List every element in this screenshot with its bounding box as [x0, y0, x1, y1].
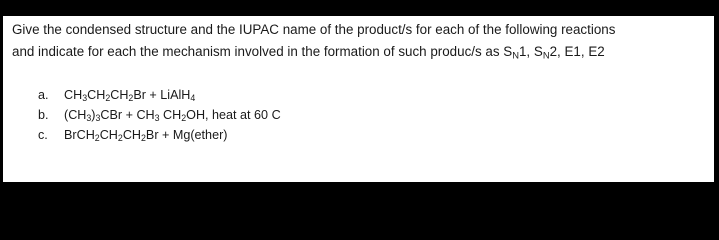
reaction-equation [64, 108, 281, 122]
formula-subscript: 3 [82, 93, 88, 104]
formula-text: OH, heat at 60 C [186, 108, 281, 122]
formula-subscript: 3 [95, 113, 101, 124]
question-line-2-text: and indicate for each the mechanism involved in the formation of such produc/s as [12, 44, 504, 59]
reaction-letter: a. [38, 88, 49, 102]
question-document [3, 16, 714, 182]
reaction-equation [64, 88, 195, 102]
formula-subscript: 2 [105, 93, 111, 104]
formula-subscript: 2 [128, 93, 134, 104]
reaction-list [38, 85, 281, 145]
reaction-item [38, 125, 281, 145]
formula-text: BrCH [64, 128, 95, 142]
reaction-letter: c. [38, 128, 48, 142]
mechanism-e1: E1, [564, 44, 589, 59]
formula-text: CH [122, 128, 142, 142]
reaction-item [38, 105, 281, 125]
question-line-2 [12, 43, 605, 61]
reaction-equation [64, 128, 227, 142]
formula-text: CH [99, 128, 118, 142]
formula-text: CH [87, 88, 106, 102]
formula-text: CBr + CH [100, 108, 155, 122]
mechanism-e2: E2 [588, 44, 605, 59]
formula-subscript: 2 [117, 133, 123, 144]
formula-subscript: 3 [86, 113, 92, 124]
mechanism-sn1: $S_N1$, [503, 44, 534, 61]
formula-subscript: 2 [94, 133, 100, 144]
mechanism-sn2: $S_N2$, [533, 44, 565, 61]
formula-subscript: 2 [141, 133, 146, 144]
formula-text: CH [64, 88, 83, 102]
reaction-letter: b. [38, 108, 49, 122]
formula-text: (CH [64, 108, 87, 122]
question-line-1: Give the condensed structure and the IUPAC name of the product/s for each of the following reactions [12, 22, 616, 37]
formula-text: CH [159, 108, 182, 122]
formula-subscript: 4 [190, 93, 196, 104]
formula-text: ) [91, 108, 96, 122]
formula-subscript: 3 [154, 113, 160, 124]
formula-text: Br + LiAlH [133, 88, 191, 102]
formula-subscript: 2 [181, 113, 187, 124]
reaction-item [38, 85, 281, 105]
formula-text: Br + Mg(ether) [145, 128, 228, 142]
formula-text: CH [110, 88, 129, 102]
